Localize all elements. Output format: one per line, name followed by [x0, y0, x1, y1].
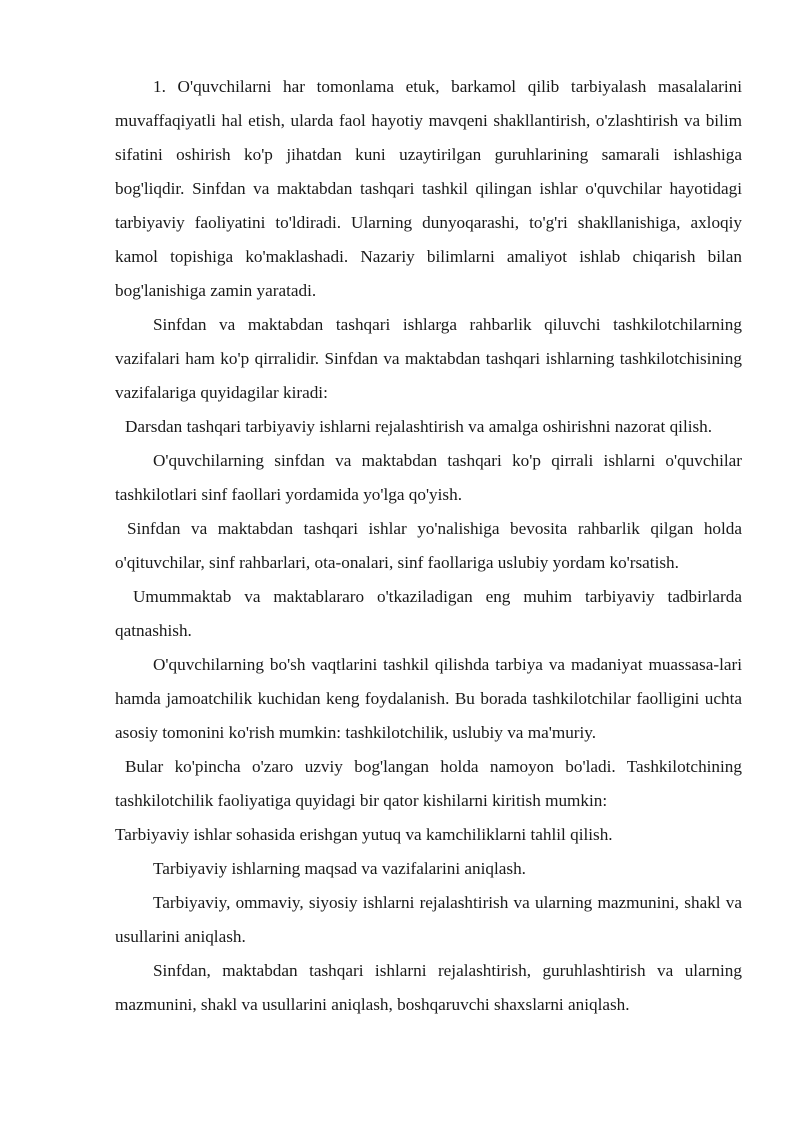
paragraph-2: Sinfdan va maktabdan tashqari ishlarga rahbarlik qiluvchi tashkilotchilarning vazifalari ham ko'p qirralidir. Sinfdan va maktabdan tashqari ishlarning tashkilotchisining vazifalariga quyidagilar kiradi: [115, 315, 742, 402]
document-page [115, 70, 742, 1022]
paragraph-10: Tarbiyaviy ishlarning maqsad va vazifalarini aniqlash. [153, 859, 526, 878]
paragraph-9: Tarbiyaviy ishlar sohasida erishgan yutuq va kamchiliklarni tahlil qilish. [115, 825, 613, 844]
paragraph-11: Tarbiyaviy, ommaviy, siyosiy ishlarni rejalashtirish va ularning mazmunini, shakl va usullarini aniqlash. [115, 893, 742, 946]
paragraph-7: O'quvchilarning bo'sh vaqtlarini tashkil qilishda tarbiya va madaniyat muassasa-lari hamda jamoatchilik kuchidan keng foydalanish. Bu borada tashkilotchilar faolligini uchta asosiy tomonini ko'rish mumkin: tashkilotchilik, uslubiy va ma'muriy. [115, 655, 742, 742]
paragraph-4: O'quvchilarning sinfdan va maktabdan tashqari ko'p qirrali ishlarni o'quvchilar tashkilotlari sinf faollari yordamida yo'lga qo'yish. [115, 451, 742, 504]
paragraph-5: Sinfdan va maktabdan tashqari ishlar yo'nalishiga bevosita rahbarlik qilgan holda o'qituvchilar, sinf rahbarlari, ota-onalari, sinf faollariga uslubiy yordam ko'rsatish. [115, 519, 742, 572]
paragraph-8: Bular ko'pincha o'zaro uzviy bog'langan holda namoyon bo'ladi. Tashkilotchining tashkilotchilik faoliyatiga quyidagi bir qator kishilarni kiritish mumkin: [115, 757, 742, 810]
paragraph-1: 1. O'quvchilarni har tomonlama etuk, barkamol qilib tarbiyalash masalalarini muvaffaqiyatli hal etish, ularda faol hayotiy mavqeni shakllantirish, o'zlashtirish va bilim sifatini oshirish ko'p jihatdan kuni uzaytirilgan guruhlarining samarali ishlashiga bog'liqdir. Sinfdan va maktabdan tashqari tashkil qilingan ishlar o'quvchilar hayotidagi tarbiyaviy faoliyatini to'ldiradi. Ularning dunyoqarashi, to'g'ri shakllanishiga, axloqiy kamol topishiga ko'maklashadi. Nazariy bilimlarni amaliyot ishlab chiqarish bilan bog'lanishiga zamin yaratadi. [115, 77, 742, 300]
paragraph-12: Sinfdan, maktabdan tashqari ishlarni rejalashtirish, guruhlashtirish va ularning mazmunini, shakl va usullarini aniqlash, boshqaruvchi shaxslarni aniqlash. [115, 961, 742, 1014]
paragraph-6: Umummaktab va maktablararo o'tkaziladigan eng muhim tarbiyaviy tadbirlarda qatnashish. [115, 587, 742, 640]
paragraph-3: Darsdan tashqari tarbiyaviy ishlarni rejalashtirish va amalga oshirishni nazorat qilish. [125, 417, 713, 436]
